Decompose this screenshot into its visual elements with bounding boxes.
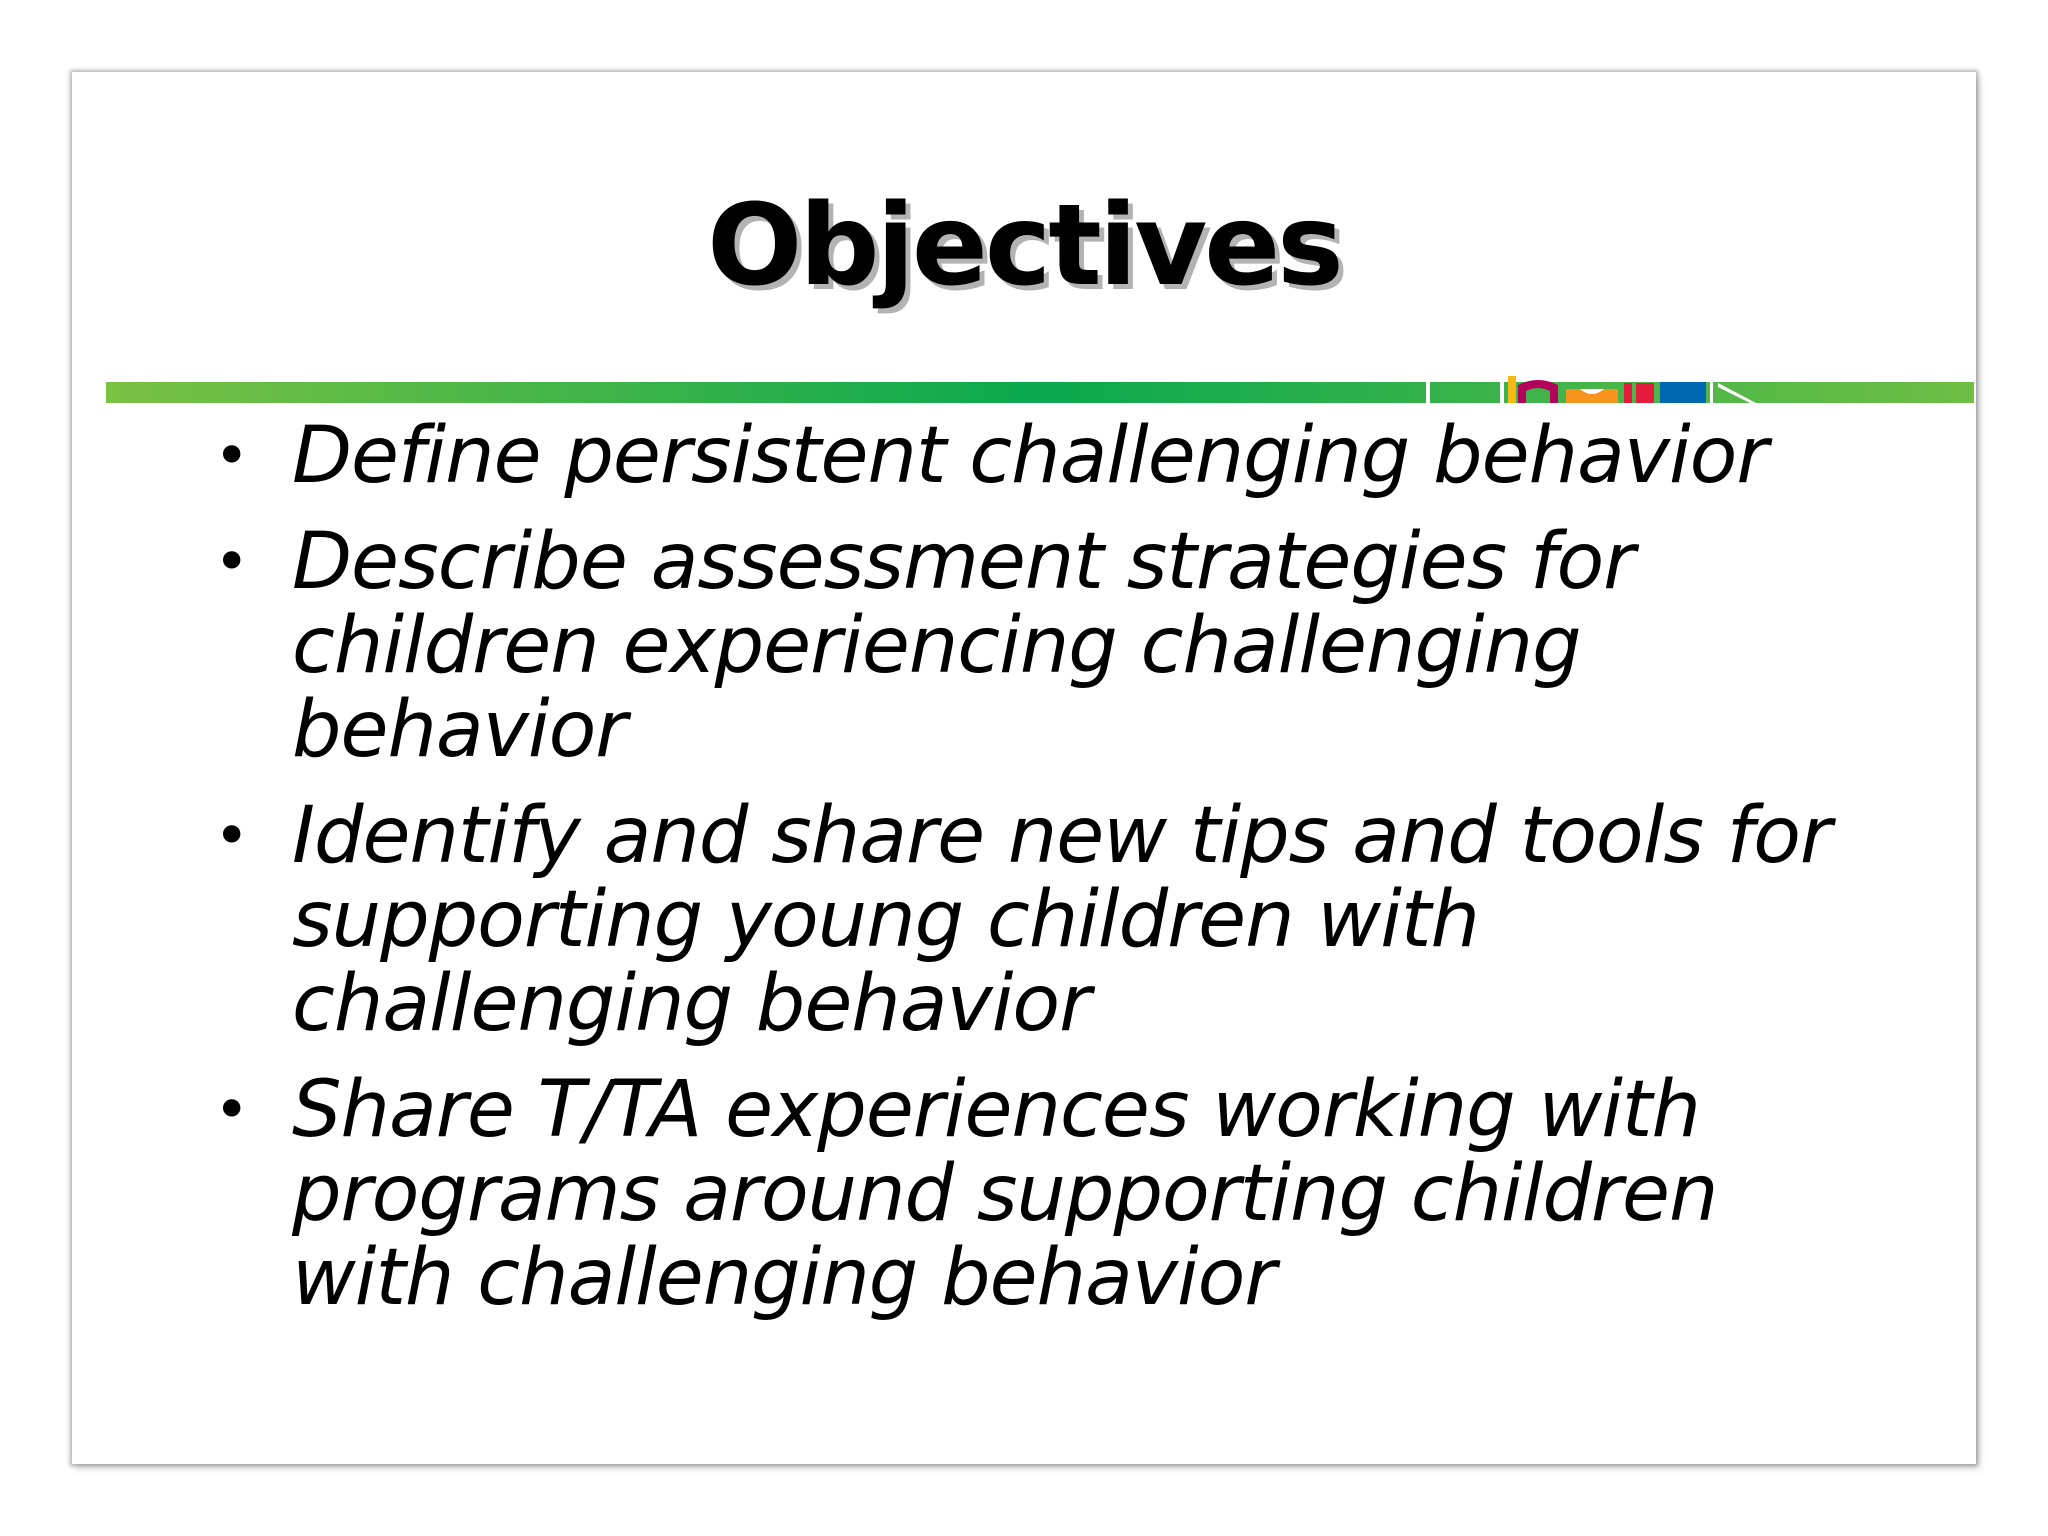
objective-line: children experiencing challenging <box>292 601 1581 691</box>
objective-line: Identify and share new tips and tools for <box>292 791 1831 881</box>
objective-item <box>142 517 1942 775</box>
objective-line: behavior <box>292 685 627 775</box>
bullet-symbol: • <box>214 801 249 871</box>
title-divider-rule <box>106 375 1974 405</box>
bullet-symbol: • <box>214 1075 249 1145</box>
slide <box>72 72 1976 1464</box>
objective-line: challenging behavior <box>292 959 1091 1049</box>
bullet-symbol: • <box>214 421 249 491</box>
objectives-list <box>142 411 1942 1342</box>
slide-title: Objectives <box>707 181 1341 311</box>
objective-line: supporting young children with <box>292 875 1479 965</box>
decorative-color-bar <box>106 375 1974 405</box>
objective-item <box>142 1065 1942 1323</box>
objective-line: Share T/TA experiences working with <box>292 1065 1700 1155</box>
objective-line: programs around supporting children <box>292 1149 1718 1239</box>
objective-line: Describe assessment strategies for <box>292 517 1635 607</box>
objective-line: with challenging behavior <box>292 1233 1276 1323</box>
objective-item <box>142 411 1942 501</box>
objective-line: Define persistent challenging behavior <box>292 411 1768 501</box>
objective-item <box>142 791 1942 1049</box>
bullet-symbol: • <box>214 527 249 597</box>
